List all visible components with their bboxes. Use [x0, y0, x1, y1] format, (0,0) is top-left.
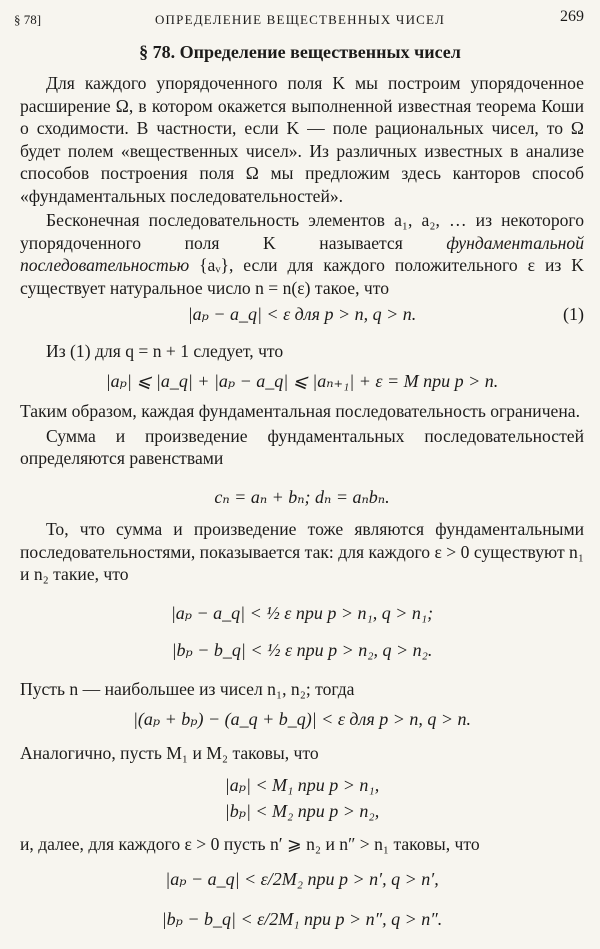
formula-4	[20, 600, 584, 626]
paragraph-2	[20, 209, 584, 299]
running-head	[0, 6, 600, 28]
paragraph-3: Из (1) для q = n + 1 следует, что	[46, 341, 284, 361]
paragraph-7: Пусть n — наибольшее из чисел n₁, n₂; тогда	[20, 679, 355, 699]
formula-4-body: |aₚ − a_q| < ½ ε при p > n₁, q > n₁;	[170, 603, 434, 623]
formula-3	[20, 484, 584, 510]
paragraph-4-5-block	[20, 400, 584, 470]
formula-8	[20, 798, 584, 824]
running-title: ОПРЕДЕЛЕНИЕ ВЕЩЕСТВЕННЫХ ЧИСЕЛ	[154, 12, 446, 27]
formula-5	[20, 637, 584, 663]
paragraph-4: Таким образом, каждая фундаментальная последовательность ограничена.	[20, 401, 580, 421]
paragraph-1: Для каждого упорядоченного поля K мы построим упорядоченное расширение Ω, в котором окажется выполненной известная теорема Коши о сходимости. В частности, если K — поле рациональных чисел, то Ω будет полем «вещественных чисел». Из различных известных в анализе способов построения поля Ω мы предложим здесь канторов способ «фундаментальных последовательностей».	[20, 73, 584, 206]
formula-9	[20, 866, 584, 892]
paragraph-2-end: {aᵥ}, если для каждого положительного ε из K существует натуральное число n = n(ε) такое, что	[20, 255, 584, 298]
section-title: § 78. Определение вещественных чисел	[139, 42, 461, 62]
paragraph-9: и, далее, для каждого ε > 0 пусть n′ ⩾ n₂ и n″ > n₁ таковы, что	[20, 834, 480, 854]
paragraph-intro-block	[20, 72, 584, 299]
paragraph-8-block	[20, 742, 584, 765]
formula-3-body: cₙ = aₙ + bₙ; dₙ = aₙbₙ.	[214, 487, 390, 507]
formula-10	[20, 906, 584, 932]
formula-6	[20, 706, 584, 732]
equation-number: (1)	[563, 304, 584, 324]
formula-1	[20, 301, 584, 327]
formula-5-body: |bₚ − b_q| < ½ ε при p > n₂, q > n₂.	[171, 640, 433, 660]
paragraph-3-block	[20, 340, 584, 363]
formula-2	[20, 368, 584, 394]
formula-10-body: |bₚ − b_q| < ε/2M₁ при p > n″, q > n″.	[161, 909, 443, 929]
page-number: 269	[560, 8, 584, 25]
formula-7	[20, 772, 584, 798]
paragraph-9-block	[20, 833, 584, 856]
formula-9-body: |aₚ − a_q| < ε/2M₂ при p > n′, q > n′,	[165, 869, 439, 889]
section-reference: § 78]	[14, 12, 42, 27]
formula-1-body: |aₚ − a_q| < ε для p > n, q > n.	[187, 304, 417, 324]
paragraph-5: Сумма и произведение фундаментальных последовательностей определяются равенствами	[20, 425, 584, 468]
formula-2-body: |aₚ| ⩽ |a_q| + |aₚ − a_q| ⩽ |aₙ₊₁| + ε = M при p > n.	[105, 371, 499, 391]
defined-term: фундаментальной последовательностью	[20, 232, 584, 275]
paragraph-7-block	[20, 678, 584, 701]
formula-6-body: |(aₚ + bₚ) − (a_q + b_q)| < ε для p > n, q > n.	[132, 709, 472, 729]
formula-7-body: |aₚ| < M₁ при p > n₁,	[224, 775, 380, 795]
paragraph-6: То, что сумма и произведение тоже являются фундаментальными последовательностями, показывается так: для каждого ε > 0 существуют n₁ и n₂ такие, что	[20, 519, 584, 584]
paragraph-2-start: Бесконечная последовательность элементов a₁, a₂, … из некоторого упорядоченного поля K называется	[20, 210, 584, 253]
formula-8-body: |bₚ| < M₂ при p > n₂,	[224, 801, 380, 821]
paragraph-6-block	[20, 518, 584, 586]
paragraph-8: Аналогично, пусть M₁ и M₂ таковы, что	[20, 743, 319, 763]
